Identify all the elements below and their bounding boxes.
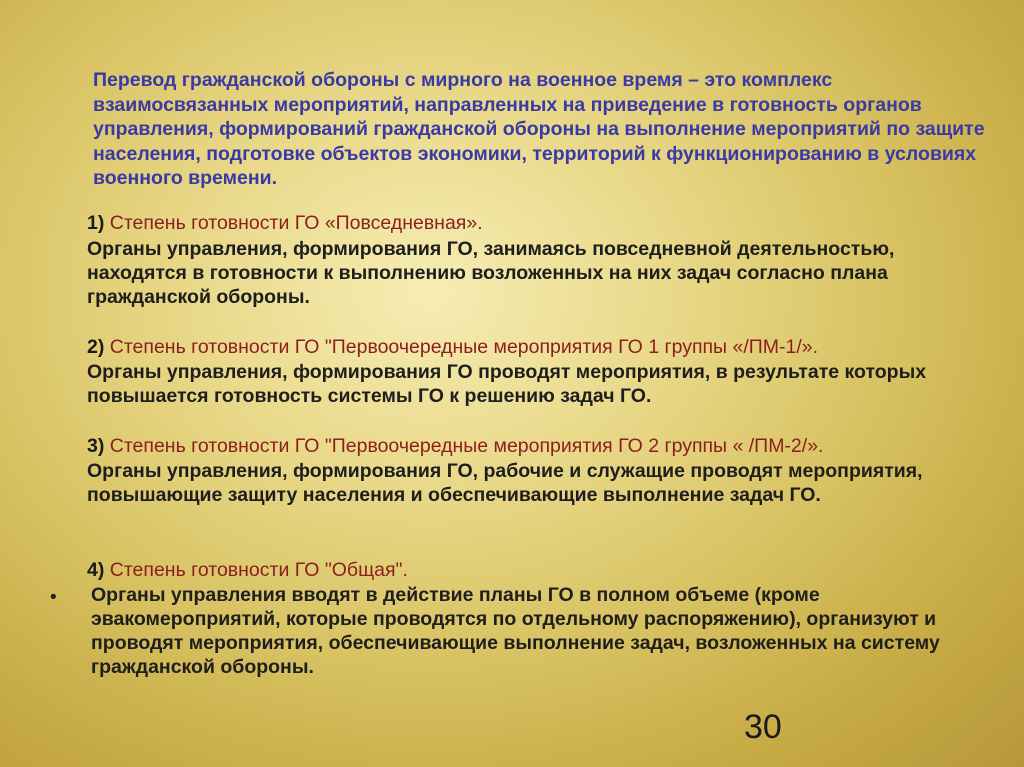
page-number: 30 [744, 708, 782, 746]
section-title: Степень готовности ГО "Первоочередные мероприятия ГО 2 группы « /ПМ-2/». [104, 435, 824, 457]
section-title: Степень готовности ГО «Повседневная». [104, 212, 483, 234]
section-title: Степень готовности ГО "Первоочередные мероприятия ГО 1 группы «/ПМ-1/». [104, 336, 819, 358]
section-body-1: Органы управления, формирования ГО, занимаясь повседневной деятельностью, находятся в готовности к выполнению возложенных на них задач согласно плана гражданской обороны. [87, 238, 895, 308]
section-number: 2) [87, 336, 105, 358]
bullet-icon: • [50, 587, 57, 608]
section-body-4: Органы управления вводят в действие планы ГО в полном объеме (кроме эвакомероприятий, которые проводятся по отдельному распоряжению), организуют и проводят мероприятия, обеспечивающие выполнение задач, возложенных на систему гражданской обороны. [91, 584, 940, 678]
section-number: 4) [87, 559, 105, 581]
section-body-2: Органы управления, формирования ГО проводят мероприятия, в результате которых повышается готовность системы ГО к решению задач ГО. [87, 361, 927, 407]
section-body-3: Органы управления, формирования ГО, рабочие и служащие проводят мероприятия, повышающие защиту населения и обеспечивающие выполнение задач ГО. [87, 460, 923, 506]
section-heading-4 [87, 558, 408, 582]
section-heading-1 [87, 211, 483, 235]
section-number: 3) [87, 435, 105, 457]
section-title: Степень готовности ГО "Общая". [104, 559, 408, 581]
section-heading-2 [87, 335, 818, 359]
intro-paragraph: Перевод гражданской обороны с мирного на военное время – это комплекс взаимосвязанных мероприятий, направленных на приведение в готовность органов управления, формирований гражданской обороны на выполнение мероприятий по защите населения, подготовке объектов экономики, территорий к функционированию в условиях военного времени. [93, 69, 985, 189]
section-heading-3 [87, 434, 823, 458]
section-number: 1) [87, 212, 105, 234]
